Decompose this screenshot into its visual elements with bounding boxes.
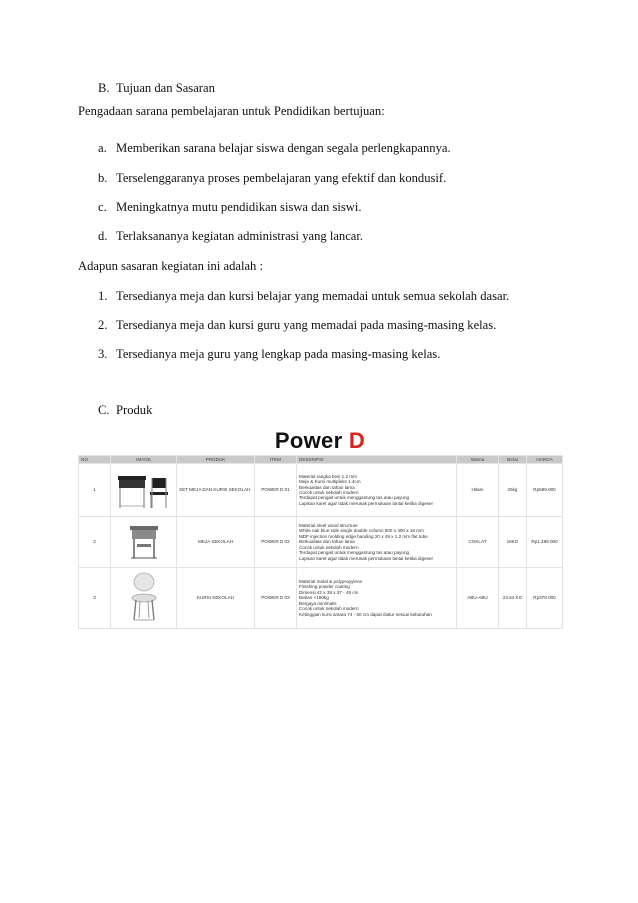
description-line: Material steel wood structure — [299, 523, 358, 529]
cell-image — [111, 568, 177, 629]
cell-warna: ABU-ABU — [457, 568, 499, 629]
goal-text: Memberikan sarana belajar siswa dengan segala perlengkapannya. — [116, 141, 451, 155]
goal-marker: b. — [98, 171, 108, 185]
cell-warna: Hitam — [457, 464, 499, 517]
target-marker: 3. — [98, 347, 108, 361]
description-line: MDF injection molding edge banding 20 x 49 x 1.2 mm flat tube — [299, 533, 428, 539]
section-b-marker: B. — [98, 81, 110, 95]
cell-harga: Rp1.289.000 — [527, 517, 563, 568]
description-line: Meja & Kursi multipleks 1.4cm — [299, 479, 361, 485]
cell-harga: Rp378.000 — [527, 568, 563, 629]
cell-no: 2 — [79, 517, 111, 568]
header-deskripsi: DESKRIPSI — [297, 456, 457, 464]
section-b-title: Tujuan dan Sasaran — [116, 81, 215, 95]
description-line: Bergaya minimalis — [299, 600, 337, 606]
section-c-heading — [98, 402, 152, 418]
cell-deskripsi — [297, 464, 457, 517]
description-line: Dimensi 42 x 39 x 37 - 49 cm — [299, 589, 359, 595]
description-line: Cocok untuk sekolah modern — [299, 544, 359, 550]
description-line: White oak blue side single double column 600 x 400 x 18 mm — [299, 528, 424, 534]
cell-berat: 23.64 KG — [499, 568, 527, 629]
cell-produk: KURSI SEKOLAH — [177, 568, 255, 629]
cell-no: 3 — [79, 568, 111, 629]
description-line: Material rangka besi 1.2 mm — [299, 473, 357, 479]
goal-item-d — [98, 228, 363, 244]
section-c-marker: C. — [98, 403, 110, 417]
goal-item-c — [98, 199, 362, 215]
desk-chair-set-icon — [116, 470, 172, 510]
target-text: Tersedianya meja guru yang lengkap pada masing-masing kelas. — [116, 347, 441, 361]
target-intro: Adapun sasaran kegiatan ini adalah : — [78, 259, 263, 273]
header-produk: PRODUK — [177, 456, 255, 464]
header-image: IMAGE — [111, 456, 177, 464]
cell-produk: MEJA SEKOLAH — [177, 517, 255, 568]
description-line: Lapisan karet agar tidak merusak permukaan lantai ketika digeser — [299, 555, 434, 561]
goal-item-a — [98, 140, 451, 156]
brand-logo — [78, 427, 562, 455]
description-line: Cocok untuk sekolah modern — [299, 606, 359, 612]
goal-text: Meningkatnya mutu pendidikan siswa dan siswi. — [116, 200, 362, 214]
cell-warna: COKLAT — [457, 517, 499, 568]
table-header-row — [79, 456, 563, 464]
description-line: Terdapat pengait untuk menggantung tas atau payung — [299, 550, 410, 556]
goal-text: Terlaksananya kegiatan administrasi yang lancar. — [116, 229, 364, 243]
cell-no: 1 — [79, 464, 111, 517]
brand-accent: D — [348, 428, 366, 453]
target-text: Tersedianya meja dan kursi belajar yang memadai untuk semua sekolah dasar. — [116, 289, 510, 303]
cell-item: POWER D 01 — [255, 464, 297, 517]
cell-item: POWER D 02 — [255, 517, 297, 568]
header-item: ITEM — [255, 456, 297, 464]
goal-intro: Pengadaan sarana pembelajaran untuk Pendidikan bertujuan: — [78, 104, 385, 118]
section-b-heading — [98, 80, 215, 96]
school-chair-icon — [126, 572, 162, 624]
cell-image — [111, 517, 177, 568]
cell-produk: SET MEJA DAN KURSI SEKOLAH — [177, 464, 255, 517]
section-c-title: Produk — [116, 403, 153, 417]
cell-berat: 18KG — [499, 517, 527, 568]
goal-marker: d. — [98, 229, 108, 243]
brand-main: Power — [274, 428, 343, 453]
description-line: Cocok untuk sekolah modern — [299, 490, 359, 495]
product-catalog — [78, 427, 562, 627]
header-warna: Warna — [457, 456, 499, 464]
header-harga: HARGA — [527, 456, 563, 464]
goal-item-b — [98, 170, 446, 186]
description-line: Lapisan karet agar tidak merusak permukaan lantai ketika digeser — [299, 500, 434, 506]
description-line: Finishing powder coating — [299, 584, 350, 590]
cell-harga: Rp589.000 — [527, 464, 563, 517]
header-berat: Berat — [499, 456, 527, 464]
cell-image — [111, 464, 177, 517]
description-line: Berkualitas dan tahan lama — [299, 484, 355, 490]
goal-marker: c. — [98, 200, 107, 214]
school-desk-icon — [124, 522, 164, 562]
goal-text: Terselenggaranya proses pembelajaran yang efektif dan kondusif. — [116, 171, 447, 185]
description-line: Material metal & polypropylene — [299, 579, 363, 585]
header-no: NO — [79, 456, 111, 464]
cell-item: POWER D 03 — [255, 568, 297, 629]
description-line: Beban <150kg — [299, 595, 329, 601]
target-marker: 2. — [98, 318, 108, 332]
target-item-1 — [98, 288, 509, 304]
description-line: Berkualitas dan tahan lama — [299, 539, 355, 545]
description-line: Ketinggian kursi antara 74 - 60 cm dapat diatur sesuai kebutuhan — [299, 611, 432, 617]
cell-deskripsi — [297, 517, 457, 568]
table-row — [79, 464, 563, 517]
cell-berat: 25kg — [499, 464, 527, 517]
target-item-3 — [98, 346, 440, 362]
table-row — [79, 517, 563, 568]
cell-deskripsi — [297, 568, 457, 629]
description-line: Terdapat pengait untuk menggantung tas atau payung — [299, 495, 410, 501]
target-marker: 1. — [98, 289, 108, 303]
target-item-2 — [98, 317, 496, 333]
product-table — [78, 455, 563, 629]
target-text: Tersedianya meja dan kursi guru yang memadai pada masing-masing kelas. — [116, 318, 497, 332]
table-row — [79, 568, 563, 629]
goal-marker: a. — [98, 141, 107, 155]
